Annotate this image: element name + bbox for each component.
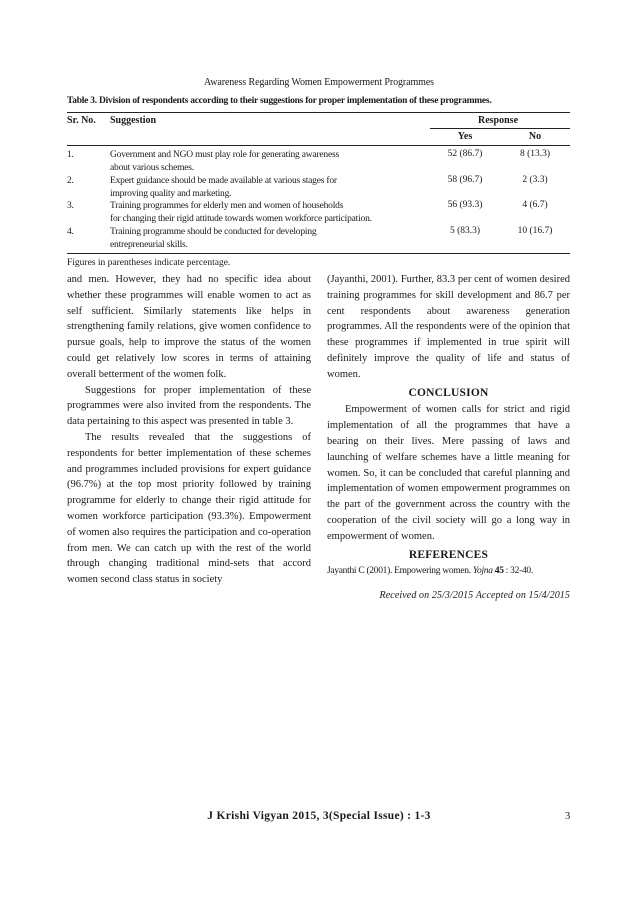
table-row-4-text-2: entrepreneurial skills. xyxy=(110,240,188,250)
right-paragraph-1: (Jayanthi, 2001). Further, 83.3 per cent of women desired training programmes for skill development and 86.7 per cent respondents about awareness generation programmes. All the respondents were of the opinion that these programmes if implemented in true spirit will definitely improve the quality of life and status of women. xyxy=(327,274,570,380)
header-suggestion: Suggestion xyxy=(110,115,157,126)
reference-entry xyxy=(327,564,570,580)
table-row-3-text-1: Training programmes for elderly men and women of households xyxy=(110,201,344,211)
reference-journal: Yojna xyxy=(472,566,493,577)
table-row-4-sr: 4. xyxy=(67,227,74,237)
table-top-rule xyxy=(67,112,570,113)
table-footnote: Figures in parentheses indicate percentage. xyxy=(67,258,231,268)
header-no: No xyxy=(528,131,542,142)
received-accepted-dates: Received on 25/3/2015 Accepted on 15/4/2015 xyxy=(379,590,570,602)
table-row-1-no: 8 (13.3) xyxy=(519,149,551,159)
header-yes: Yes xyxy=(457,131,473,142)
table-row-3-text-2: for changing their rigid attitude towards women workforce participation. xyxy=(110,214,372,224)
left-column xyxy=(67,272,311,588)
left-paragraph-2: Suggestions for proper implementation of these programmes were also invited from the respondents. The data pertaining to this aspect was presented in table 3. xyxy=(67,384,311,428)
table-row-2-sr: 2. xyxy=(67,176,74,186)
table-row-3-yes: 56 (93.3) xyxy=(447,200,483,210)
header-response: Response xyxy=(478,115,519,126)
table-row-1-text-1: Government and NGO must play role for generating awareness xyxy=(110,150,339,160)
table-row-3-no: 4 (6.7) xyxy=(522,200,548,210)
left-paragraph-1: and men. However, they had no specific idea about whether these programmes will enable women to act as self sufficient. Similarly statements like helps in strengthening family relations, give women confidence to pursue goals, help to improve the status of the women could get relatively low scores in terms of attaining overall betterment of the women folk. xyxy=(67,274,311,380)
table-bottom-rule xyxy=(67,253,570,254)
table-row-2-text-2: improving quality and marketing. xyxy=(110,189,232,199)
right-column xyxy=(327,272,570,604)
conclusion-paragraph: Empowerment of women calls for strict and rigid implementation of all the programmes that have a bearing on their lives. Mere passing of laws and launching of welfare schemes have a little meaning for women. So, it can be concluded that careful planning and implementation of women empowerment programmes on the part of the government across the country with the cooperation of the civil society will go a long way in empowerment of women. xyxy=(327,404,570,542)
table-row-1-text-2: about various schemes. xyxy=(110,163,194,173)
table-row-1-yes: 52 (86.7) xyxy=(447,149,483,159)
journal-footer: J Krishi Vigyan 2015, 3(Special Issue) : 1-3 xyxy=(207,810,431,822)
page-number: 3 xyxy=(565,811,571,822)
reference-author: Jayanthi C (2001). Empowering women. xyxy=(327,566,473,577)
table-row-4-yes: 5 (83.3) xyxy=(449,226,481,236)
table-row-1-sr: 1. xyxy=(67,150,74,160)
left-paragraph-3: The results revealed that the suggestions of respondents for better implementation of these schemes and programmes included provisions for expert guidance (96.7%) at the top most priority followed by training programme for elderly to change their rigid attitude for women workforce participation (93.3%). Empowerment of women also requires the participation and co-operation from men. We can catch up with the rest of the world through changing traditional mind-sets that accord women second class status in society xyxy=(67,431,311,586)
response-underline xyxy=(430,128,570,129)
running-head: Awareness Regarding Women Empowerment Programmes xyxy=(204,77,434,88)
table-row-3-sr: 3. xyxy=(67,201,74,211)
table-row-2-yes: 58 (96.7) xyxy=(447,175,483,185)
references-heading: REFERENCES xyxy=(408,548,489,561)
table-row-4-text-1: Training programme should be conducted for developing xyxy=(110,227,317,237)
reference-pages: : 32-40. xyxy=(503,566,533,577)
table-row-4-no: 10 (16.7) xyxy=(517,226,553,236)
header-bottom-rule xyxy=(67,145,570,146)
header-sr-no: Sr. No. xyxy=(67,115,96,126)
table-row-2-text-1: Expert guidance should be made available at various stages for xyxy=(110,176,337,186)
reference-volume: 45 xyxy=(494,566,504,577)
table-row-2-no: 2 (3.3) xyxy=(522,175,548,185)
table-caption: Table 3. Division of respondents according to their suggestions for proper implementation of these programmes. xyxy=(67,96,492,106)
conclusion-heading: CONCLUSION xyxy=(408,386,489,399)
